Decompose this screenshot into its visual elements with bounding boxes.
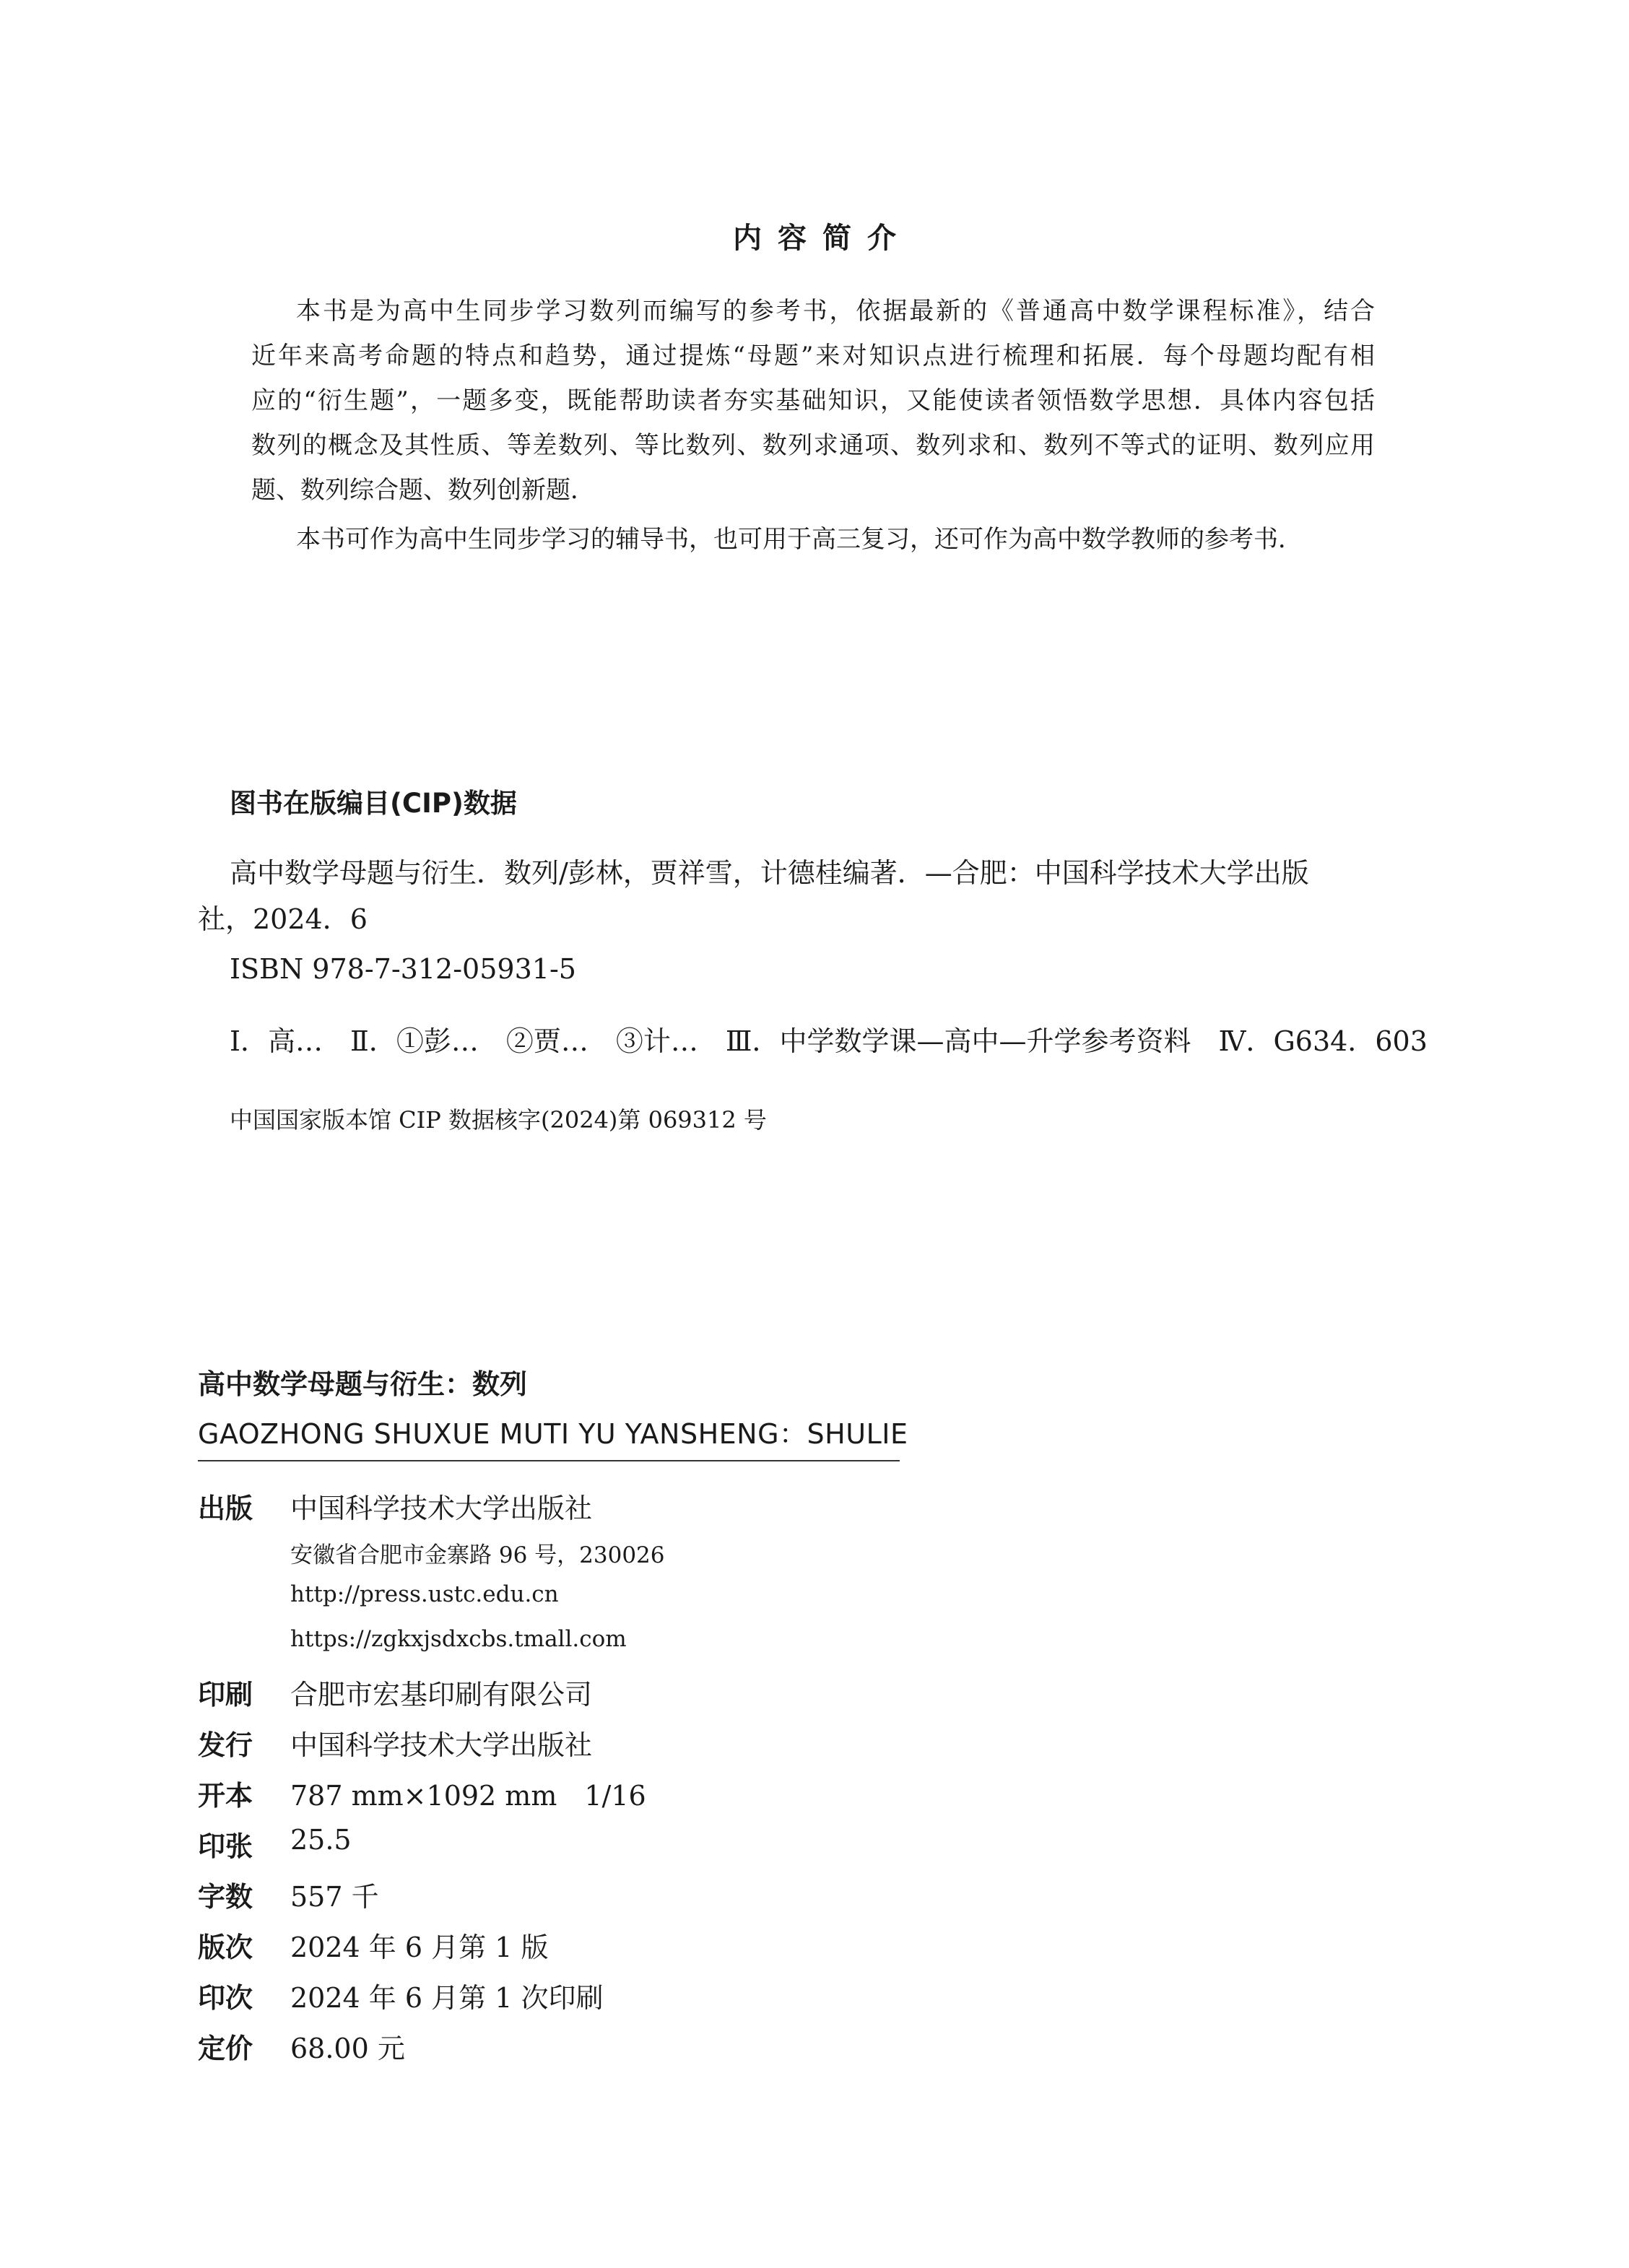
book-title-pinyin: GAOZHONG SHUXUE MUTI YU YANSHENG：SHULIE — [198, 1418, 908, 1450]
intro-paragraph-line: 近年来高考命题的特点和趋势，通过提炼“母题”来对知识点进行梳理和拓展．每个母题均配有相 — [251, 342, 1375, 370]
printer: 合肥市宏基印刷有限公司 — [290, 1679, 593, 1711]
publisher: 中国科学技术大学出版社 — [290, 1493, 593, 1524]
intro-paragraph-2: 本书可作为高中生同步学习的辅导书，也可用于高三复习，还可作为高中数学教师的参考书． — [296, 525, 1303, 554]
publisher-address: 安徽省合肥市金寨路 96 号，230026 — [290, 1542, 665, 1568]
cip-classification: Ⅰ．高… Ⅱ．①彭… ②贾… ③计… Ⅲ．中学数学课—高中—升学参考资料 Ⅳ．G634．603 — [230, 1025, 1428, 1057]
book-title: 高中数学母题与衍生：数列 — [198, 1368, 528, 1400]
title-divider — [198, 1460, 900, 1461]
publisher-url: http://press.ustc.edu.cn — [290, 1581, 559, 1607]
format-label: 开本 — [198, 1780, 253, 1812]
sheets-value: 25.5 — [290, 1824, 352, 1856]
sheets-label: 印张 — [198, 1830, 253, 1862]
print-label: 印刷 — [198, 1679, 253, 1711]
cip-line-1: 高中数学母题与衍生．数列/彭林，贾祥雪，计德桂编著．—合肥：中国科学技术大学出版 — [230, 857, 1309, 889]
edition-value: 2024 年 6 月第 1 版 — [290, 1932, 549, 1963]
words-value: 557 千 — [290, 1881, 379, 1913]
intro-paragraph-line: 题、数列综合题、数列创新题． — [251, 476, 595, 505]
printing-label: 印次 — [198, 1982, 253, 2014]
format-value: 787 mm×1092 mm 1/16 — [290, 1780, 646, 1812]
edition-label: 版次 — [198, 1932, 253, 1963]
publish-label: 出版 — [198, 1493, 253, 1524]
cip-record: 中国国家版本馆 CIP 数据核字(2024)第 069312 号 — [230, 1106, 767, 1134]
cip-isbn: ISBN 978-7-312-05931-5 — [230, 953, 576, 985]
publisher-store-url: https://zgkxjsdxcbs.tmall.com — [290, 1626, 627, 1652]
cip-line-2: 社，2024．6 — [198, 903, 368, 935]
price-value: 68.00 元 — [290, 2033, 405, 2064]
printing-value: 2024 年 6 月第 1 次印刷 — [290, 1982, 604, 2014]
intro-paragraph-line: 本书是为高中生同步学习数列而编写的参考书，依据最新的《普通高中数学课程标准》，结合 — [296, 297, 1375, 326]
distribute-label: 发行 — [198, 1729, 253, 1761]
words-label: 字数 — [198, 1881, 253, 1913]
intro-paragraph-line: 应的“衍生题”，一题多变，既能帮助读者夯实基础知识，又能使读者领悟数学思想．具体内容包括 — [251, 386, 1375, 415]
distributor: 中国科学技术大学出版社 — [290, 1729, 593, 1761]
price-label: 定价 — [198, 2033, 253, 2064]
intro-title: 内容简介 — [733, 222, 912, 255]
cip-heading: 图书在版编目(CIP)数据 — [230, 788, 517, 819]
intro-paragraph-line: 数列的概念及其性质、等差数列、等比数列、数列求通项、数列求和、数列不等式的证明、数列应用 — [251, 431, 1375, 460]
